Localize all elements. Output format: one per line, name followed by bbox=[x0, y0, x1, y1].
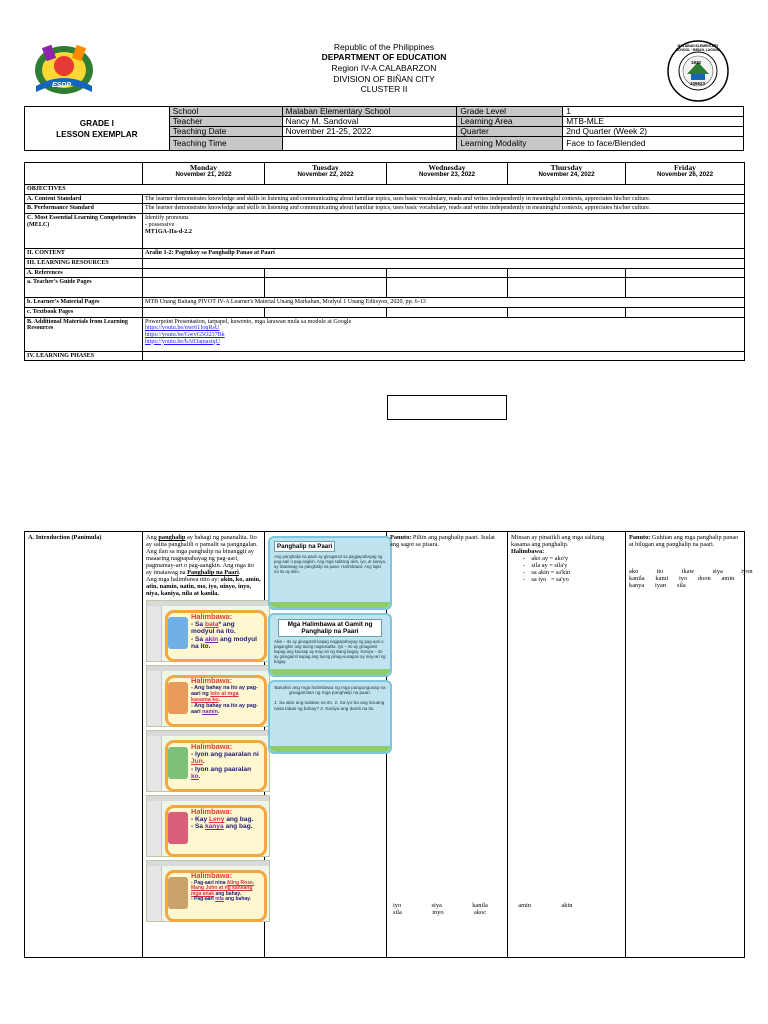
empty-cell bbox=[626, 278, 745, 298]
thursday-intro-cell bbox=[508, 532, 626, 958]
slide-noun: Aling Rose, Mang John at ng kanilang mga anak bbox=[191, 879, 255, 897]
monday-paragraph-3 bbox=[146, 576, 261, 597]
word-row: iyo siya kanila amin akin bbox=[393, 902, 573, 909]
word-row: sila inyo akoc bbox=[393, 909, 487, 916]
slide-pronoun: ko bbox=[191, 772, 199, 780]
example-slide-5 bbox=[146, 860, 270, 922]
friday-instructions bbox=[629, 534, 741, 548]
slide-line-end: ang bag. bbox=[224, 816, 254, 824]
seal-id: 109623 bbox=[690, 81, 706, 86]
teaching-time-label: Teaching Time bbox=[169, 137, 282, 151]
melc-code: MT1GA-IIa-d-2.2 bbox=[145, 228, 192, 235]
lesson-slide-1 bbox=[268, 536, 392, 610]
header-division: DIVISION OF BIÑAN CITY bbox=[333, 74, 435, 84]
example-slide-1 bbox=[146, 600, 270, 662]
exemplar-label: LESSON EXEMPLAR bbox=[56, 129, 138, 139]
slide-noun: lolo at mga kasama ko bbox=[191, 691, 239, 703]
slide-title: Halimbawa: bbox=[191, 871, 233, 880]
day-header-monday bbox=[143, 163, 265, 185]
slide-title: Halimbawa: bbox=[191, 676, 233, 685]
day-date: November 22, 2022 bbox=[297, 171, 354, 178]
slide-toolbar bbox=[147, 796, 269, 801]
thursday-note: Minsan ay pinaiikli ang mga salitang kasama ang panghalip. bbox=[511, 534, 605, 548]
teaching-date-value: November 21-25, 2022 bbox=[282, 127, 457, 137]
learning-phases-empty bbox=[143, 351, 745, 361]
slide-line-end: . bbox=[218, 697, 221, 703]
day-header-wednesday bbox=[387, 163, 508, 185]
melc-line2: - possessive bbox=[145, 221, 175, 228]
empty-cell bbox=[143, 278, 265, 298]
youtube-link-3[interactable]: https://youtu.be/hA03amasiqU bbox=[145, 338, 220, 345]
performance-standard-text: The learner demonstrates knowledge and skills in listening and communicating about familiar topics, uses basic vocabulary, reads and writes independently in meaningful contexts, appreciates his/her culture. bbox=[143, 204, 745, 214]
slide-line: - Iyon ang paaralan bbox=[191, 765, 252, 773]
day-header-thursday bbox=[508, 163, 626, 185]
slide-noun: bata bbox=[204, 621, 219, 629]
slide-line: - Iyon ang paaralan ni bbox=[191, 751, 259, 759]
day-header-friday bbox=[626, 163, 745, 185]
slide-sidebar bbox=[147, 671, 162, 726]
references-label: A. References bbox=[25, 268, 143, 278]
content-label: II. CONTENT bbox=[25, 249, 143, 259]
tuesday-intro-cell bbox=[265, 532, 387, 958]
contraction-text: ako ay = ako'y bbox=[531, 555, 569, 562]
empty-cell bbox=[387, 268, 508, 278]
slide-line-end: ang modyul na ito. bbox=[191, 635, 257, 650]
slide-sidebar bbox=[147, 801, 162, 856]
empty-box bbox=[387, 395, 507, 420]
slide-text bbox=[191, 678, 259, 715]
slide-line: - Ang bahay na ito ay pag-aari ng bbox=[191, 685, 258, 697]
content-text: Aralin 1-2: Pagtukoy sa Panghalip Panao at Paari bbox=[143, 249, 745, 259]
learners-material-text: MTB Unang Baitang PIVOT IV-A Learner's Material Unang Markahan, Modyul 1 Unang Ediisyon, 2020, pp. 6-13 bbox=[143, 298, 745, 308]
school-value: Malaban Elementary School bbox=[282, 107, 457, 117]
teacher-label: Teacher bbox=[169, 117, 282, 127]
contraction-text: sa iyo = sa'yo bbox=[531, 576, 569, 583]
learners-material-label: b. Learner's Material Pages bbox=[25, 298, 143, 308]
contraction-text: sila ay = sila'y bbox=[531, 562, 568, 569]
monday-intro-cell bbox=[143, 532, 265, 958]
day-name: Friday bbox=[674, 163, 696, 172]
additional-materials-text: Powerpoint Presentation, tarpapel, kuwento, mga larawan mula sa module at Google bbox=[145, 318, 352, 325]
slide-sidebar bbox=[147, 606, 162, 661]
day-name: Tuesday bbox=[312, 163, 339, 172]
contraction-text: sa akin = sa'kin bbox=[531, 569, 571, 576]
slide-pronoun: kanya bbox=[204, 823, 224, 831]
content-standard-text: The learner demonstrates knowledge and skills in listening and communicating about familiar topics, uses basic vocabulary, reads and writes independently in meaningful contexts, appreciates his/her culture. bbox=[143, 194, 745, 204]
empty-cell bbox=[508, 268, 626, 278]
child-image bbox=[168, 617, 188, 649]
family-image bbox=[168, 877, 188, 909]
slide-line-end: . bbox=[217, 709, 220, 715]
quarter-value: 2nd Quarter (Week 2) bbox=[563, 127, 744, 137]
learning-area-value: MTB-MLE bbox=[563, 117, 744, 127]
header-region: Region IV-A CALABARZON bbox=[331, 63, 437, 73]
wednesday-word-list bbox=[393, 902, 573, 916]
slide-title: Halimbawa: bbox=[191, 612, 233, 621]
header-republic: Republic of the Philippines bbox=[333, 42, 435, 52]
contraction-list bbox=[511, 555, 622, 583]
header-cluster: CLUSTER II bbox=[360, 84, 408, 94]
teacher-value: Nancy M. Sandoval bbox=[282, 117, 457, 127]
teachers-guide-label: a. Teacher's Guide Pages bbox=[25, 278, 143, 298]
slide-body: 1. Sa akin ang sulatan na ito. 2. Sa iyo ba ang laruang nasa labas ng bahay? 3. Kaniya ang damit na ito. bbox=[274, 699, 385, 711]
slide-body: Akin – ito ay ginagamit kapag nagpapahayag ng pag-aari o pagangkin ang taong nagsasalita. Iyo – ito ay ginagamit kapag ang kausap ay may-ari ng isang bagay. Kaniya – ito ay ginagamit kapag ang taong pinag-uusapan ay may-ari ng bagay. bbox=[274, 639, 386, 664]
panuto-text: Piliin ang panghalip paari. Isulat ang sagot sa pisara. bbox=[390, 534, 495, 548]
introduction-label: A. Introduction (Panimula) bbox=[25, 532, 143, 958]
slide-grass-border bbox=[270, 669, 390, 675]
performance-standard-label: B. Performance Standard bbox=[25, 204, 143, 214]
empty-cell bbox=[626, 268, 745, 278]
friday-intro-cell bbox=[626, 532, 753, 958]
slide-line: - Sa bbox=[191, 823, 205, 831]
slide-line: - Pag-aari bbox=[191, 896, 216, 903]
slide-text bbox=[191, 613, 259, 650]
day-date: November 26, 2022 bbox=[656, 171, 714, 178]
modality-label: Learning Modality bbox=[457, 137, 563, 151]
empty-cell bbox=[387, 278, 508, 298]
empty-cell bbox=[508, 278, 626, 298]
empty-cell bbox=[265, 268, 387, 278]
p3-text: Ang mga halimbawa nito ay: bbox=[146, 576, 221, 583]
slide-toolbar bbox=[147, 666, 269, 671]
day-date: November 24, 2022 bbox=[538, 171, 595, 178]
empty-cell bbox=[387, 307, 508, 317]
teaching-date-label: Teaching Date bbox=[169, 127, 282, 137]
quarter-label: Quarter bbox=[457, 127, 563, 137]
lesson-info-table bbox=[24, 106, 744, 151]
content-standard-label: A. Content Standard bbox=[25, 194, 143, 204]
p2-text: Ang ilan sa mga panghalip na binanggit ay maaaring nagpapahayag ng pag-aari, pagmamay-ari o pag-aangkin. Ang mga ito ay tinatawag na bbox=[146, 548, 255, 576]
seal-ring-text: MALABAN ELEMENTARY SCHOOL · BIÑAN, LAGUNA bbox=[675, 44, 721, 52]
grade-label: GRADE I bbox=[79, 118, 114, 128]
slide-line: - Sa bbox=[191, 621, 205, 629]
empty-cell bbox=[626, 307, 745, 317]
slide-noun: Leny bbox=[208, 816, 225, 824]
slide-line: - Pag-aari nina bbox=[191, 879, 227, 886]
additional-materials-cell bbox=[143, 317, 745, 351]
p1-rest: ay bahagi ng pananalita. Ito ay salita panghalili o pamalit sa pangngalan. bbox=[146, 534, 258, 548]
slide-line-end: ang bag. bbox=[223, 823, 253, 831]
header-deped: DEPARTMENT OF EDUCATION bbox=[321, 52, 447, 62]
lesson-plan-table bbox=[24, 162, 745, 361]
house-image bbox=[168, 682, 188, 714]
slide-sidebar bbox=[147, 736, 162, 791]
additional-materials-label: B. Additional Materials from Learning Resources bbox=[25, 317, 143, 351]
monday-paragraph-2: Ang ilan sa mga panghalip na binanggit ay maaaring nagpapahayag ng pag-aari, pagmamay-ari o pag-aangkin. Ang mga ito ay tinatawag na Panghalip na Paari. bbox=[146, 548, 255, 576]
slide-grass-border bbox=[270, 602, 390, 608]
word-row: kanya iyan sila bbox=[629, 582, 686, 589]
slide-pronoun: akin bbox=[204, 635, 219, 643]
melc-label: C. Most Essential Learning Competencies (MELC) bbox=[25, 214, 143, 249]
lesson-slide-2 bbox=[268, 613, 392, 677]
slide-title: Halimbawa: bbox=[191, 807, 233, 816]
melc-cell bbox=[143, 214, 745, 249]
objectives-heading: OBJECTIVES bbox=[25, 185, 745, 195]
panuto-text: Guhitan ang mga panghalip panao at bilugan ang panghalip na paari. bbox=[629, 534, 739, 548]
word-row: ako ito ikaw siya iyon bbox=[629, 568, 753, 575]
paari-term: Panghalip na Paari bbox=[187, 569, 239, 576]
empty-cell bbox=[143, 307, 265, 317]
contraction-item: - sa akin = sa'kin bbox=[523, 569, 571, 576]
slide-sidebar bbox=[147, 866, 162, 921]
empty-cell bbox=[265, 307, 387, 317]
panghalip-term: panghalip bbox=[158, 534, 186, 541]
word-row: kanila kami iyo doon amin bbox=[629, 575, 735, 582]
modality-value: Face to face/Blended bbox=[563, 137, 744, 151]
slide-title: Halimbawa: bbox=[191, 742, 233, 751]
slide-title: Basahin ang mga halimbawa ng mga pangungusap na ginagamitan ng mga panghalip na paari. bbox=[274, 685, 386, 696]
girl-image bbox=[168, 812, 188, 844]
slide-toolbar bbox=[147, 601, 269, 606]
textbook-label: c. Textbook Pages bbox=[25, 307, 143, 317]
wednesday-instructions bbox=[390, 534, 504, 548]
slide-line: - Sa bbox=[191, 635, 205, 643]
slide-toolbar bbox=[147, 861, 269, 866]
panuto-label: Panuto: bbox=[629, 534, 651, 541]
example-slide-4 bbox=[146, 795, 270, 857]
day-name: Thursday bbox=[550, 163, 583, 172]
day-header-tuesday bbox=[265, 163, 387, 185]
day-date: November 21, 2022 bbox=[175, 171, 232, 178]
p1-lead: Ang bbox=[146, 534, 159, 541]
contraction-item: - sa iyo = sa'yo bbox=[523, 576, 569, 583]
resources-empty bbox=[143, 258, 745, 268]
empty-cell bbox=[508, 307, 626, 317]
slide-text bbox=[191, 743, 259, 780]
friday-word-list bbox=[629, 568, 753, 589]
slide-line-end: ang bahay. bbox=[223, 896, 251, 903]
introduction-table bbox=[24, 531, 753, 958]
slide-noun: Jun bbox=[191, 758, 203, 766]
empty-cell bbox=[265, 278, 387, 298]
slide-text bbox=[191, 873, 259, 903]
slide-line: - Ang bahay na ito ay pag-aari bbox=[191, 703, 258, 715]
day-name: Monday bbox=[189, 163, 217, 172]
grade-exemplar-cell bbox=[25, 107, 170, 151]
teaching-time-value bbox=[282, 137, 457, 151]
grade-level-label: Grade Level bbox=[457, 107, 563, 117]
slide-pronoun: nila bbox=[215, 896, 224, 903]
melc-line1: Identify pronouns bbox=[145, 215, 189, 222]
school-label: School bbox=[169, 107, 282, 117]
logo-caption: ESDP bbox=[52, 82, 72, 89]
slide-title: Mga Halimbawa at Gamit ng Panghalip na Paari bbox=[278, 619, 382, 637]
example-slide-2 bbox=[146, 665, 270, 727]
slide-grass-border bbox=[270, 746, 390, 752]
slide-pronoun: namin bbox=[202, 709, 218, 715]
day-date: November 23, 2022 bbox=[418, 171, 476, 178]
contraction-item: - sila ay = sila'y bbox=[523, 562, 568, 569]
youtube-link-2[interactable]: https://youtu.be/GwvG5O237Bk bbox=[145, 332, 225, 339]
school-image bbox=[168, 747, 188, 779]
monday-paragraph-1 bbox=[146, 534, 261, 548]
slide-toolbar bbox=[147, 731, 269, 736]
panuto-label: Panuto: bbox=[390, 534, 412, 541]
slide-line-end: ang bahay. bbox=[214, 890, 242, 897]
slide-line-end: . bbox=[202, 758, 205, 766]
youtube-link-1[interactable]: https://youtu.be/nwr61IoqRsU bbox=[145, 325, 220, 332]
lesson-slide-3 bbox=[268, 680, 392, 754]
slide-text bbox=[191, 808, 259, 831]
thursday-halimbawa: Halimbawa: bbox=[511, 548, 545, 555]
slide-line-end: . bbox=[198, 772, 201, 780]
corner-cell bbox=[25, 163, 143, 185]
day-name: Wednesday bbox=[428, 163, 466, 172]
learning-area-label: Learning Area bbox=[457, 117, 563, 127]
seal-year: 1932 bbox=[691, 60, 702, 65]
slide-title: Panghalip na Paari bbox=[274, 541, 335, 552]
p3-examples: akin, ko, amin, atin, namin, natin, mo, iyo, ninyo, inyo, niya, kaniya, nila at kanila. bbox=[146, 576, 261, 597]
empty-cell bbox=[143, 268, 265, 278]
slide-line: - Kay bbox=[191, 816, 209, 824]
slide-line-end: * ang modyul na ito. bbox=[191, 621, 236, 636]
grade-level-value: 1 bbox=[563, 107, 744, 117]
example-slide-3 bbox=[146, 730, 270, 792]
contraction-item: - ako ay = ako'y bbox=[523, 555, 569, 562]
slide-body: Ang panghalip na paari ay ginagamit sa pagpapahayag ng pag-aari o pag-angkin. Ang mga salitang akin, iyo, at kaniya, ay tinatawag na panghalip na paari. Halimbawa: Ang lapis na ito ay akin. bbox=[274, 554, 386, 574]
learning-phases-label: IV. LEARNING PHASES bbox=[25, 351, 143, 361]
resources-label: III. LEARNING RESOURCES bbox=[25, 258, 143, 268]
